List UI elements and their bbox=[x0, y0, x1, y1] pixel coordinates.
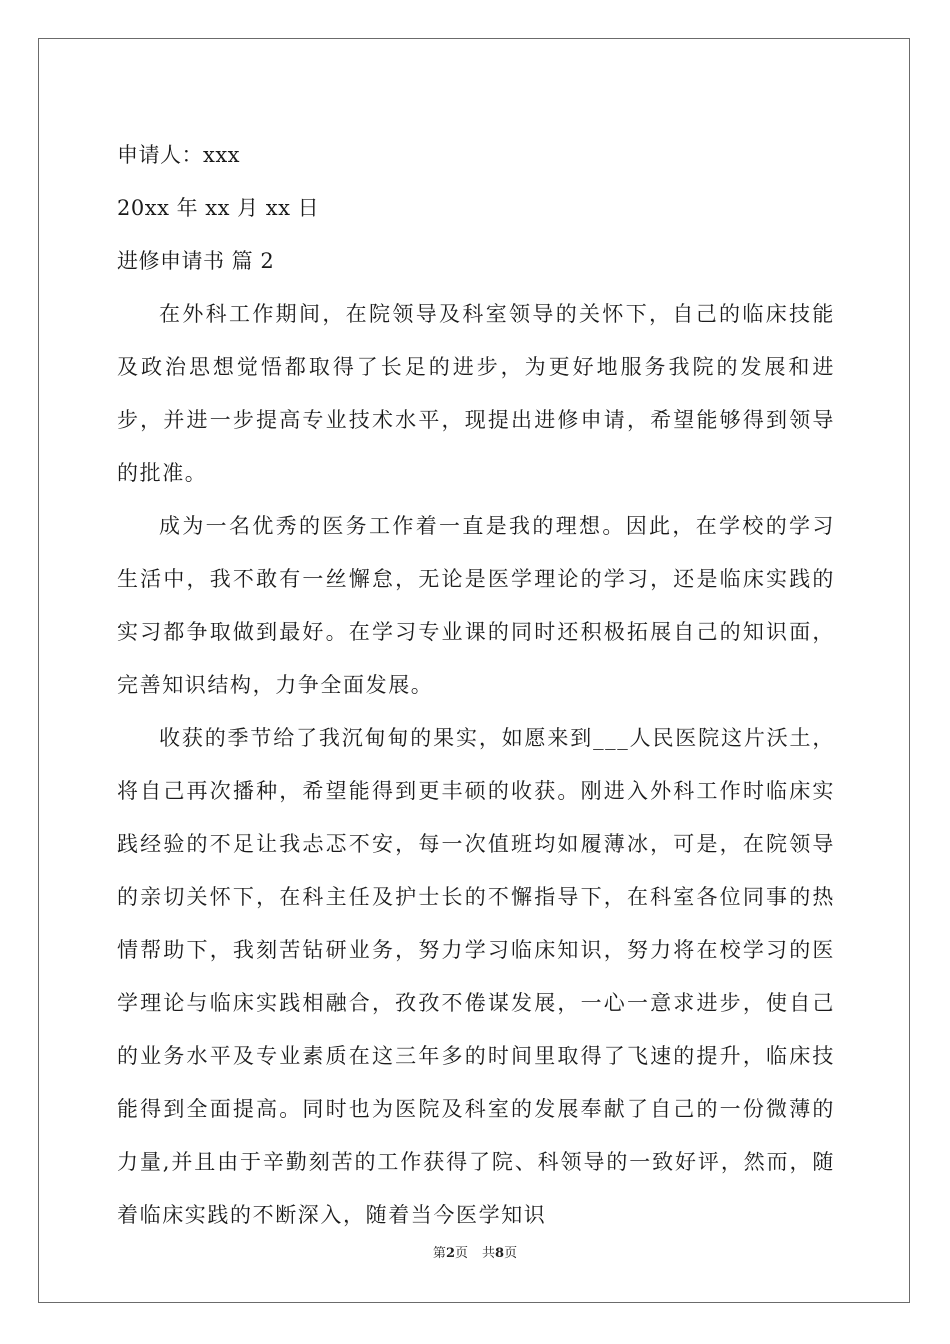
date-line: 20xx 年 xx 月 xx 日 bbox=[117, 196, 320, 220]
page-footer bbox=[0, 1244, 950, 1264]
page-prefix: 第 bbox=[432, 1246, 446, 1261]
page-suffix: 页 bbox=[454, 1246, 468, 1261]
document-body bbox=[117, 129, 835, 1242]
page-current: 2 bbox=[445, 1246, 455, 1261]
applicant-line: 申请人：xxx bbox=[117, 143, 241, 167]
section-title: 进修申请书 篇 2 bbox=[117, 249, 275, 273]
paragraph-2: 成为一名优秀的医务工作着一直是我的理想。因此，在学校的学习生活中，我不敢有一丝懈怠，无论是医学理论的学习，还是临床实践的实习都争取做到最好。在学习专业课的同时还积极拓展自己的知识面，完善知识结构，力争全面发展。 bbox=[117, 514, 835, 697]
paragraph-1: 在外科工作期间，在院领导及科室领导的关怀下，自己的临床技能及政治思想觉悟都取得了长足的进步，为更好地服务我院的发展和进步，并进一步提高专业技术水平，现提出进修申请，希望能够得到领导的批准。 bbox=[117, 302, 835, 485]
page-total: 8 bbox=[495, 1246, 505, 1261]
paragraph-3: 收获的季节给了我沉甸甸的果实，如愿来到___人民医院这片沃土，将自己再次播种，希望能得到更丰硕的收获。刚进入外科工作时临床实践经验的不足让我忐忑不安，每一次值班均如履薄冰，可是，在院领导的亲切关怀下，在科主任及护士长的不懈指导下，在科室各位同事的热情帮助下，我刻苦钻研业务，努力学习临床知识，努力将在校学习的医学理论与临床实践相融合，孜孜不倦谋发展，一心一意求进步，使自己的业务水平及专业素质在这三年多的时间里取得了飞速的提升，临床技能得到全面提高。同时也为医院及科室的发展奉献了自己的一份微薄的力量,并且由于辛勤刻苦的工作获得了院、科领导的一致好评，然而，随着临床实践的不断深入，随着当今医学知识 bbox=[117, 726, 835, 1227]
total-suffix: 页 bbox=[504, 1246, 518, 1261]
total-prefix: 共 bbox=[482, 1246, 496, 1261]
